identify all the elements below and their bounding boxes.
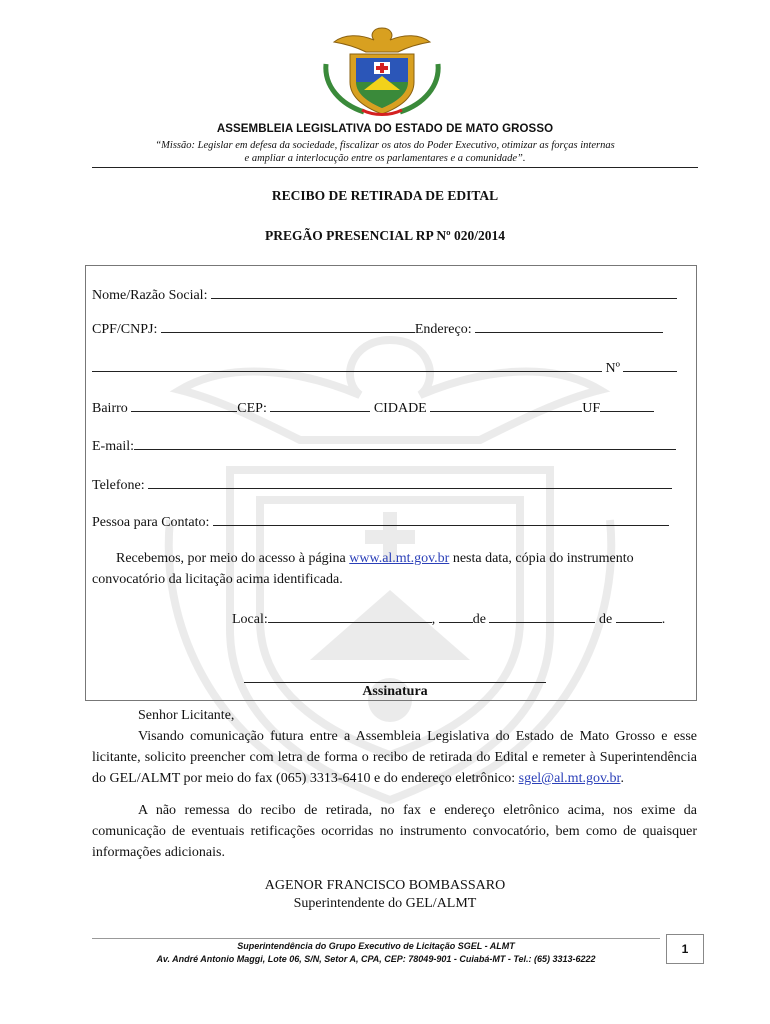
local-label: Local: <box>232 612 268 627</box>
contact-label: Pessoa para Contato: <box>92 515 210 530</box>
receipt-text-after: nesta data, cópia do instrumento <box>449 551 634 566</box>
contact-field[interactable] <box>213 511 669 526</box>
day-field[interactable] <box>439 608 473 623</box>
address-number-row <box>92 357 677 377</box>
salutation: Senhor Licitante, <box>138 708 235 723</box>
mission-statement <box>100 139 670 165</box>
receipt-statement-line-1 <box>92 548 697 569</box>
city-label: CIDADE <box>373 401 427 416</box>
email-label: E-mail: <box>92 439 134 454</box>
local-date-row <box>232 608 665 628</box>
contact-row <box>92 511 669 531</box>
footer-line-1: Superintendência do Grupo Executivo de Licitação SGEL - ALMT <box>237 941 515 951</box>
mission-line-2: e ampliar a interlocução entre os parlamentares e a comunidade”. <box>244 153 526 164</box>
bairro-label: Bairro <box>92 401 128 416</box>
address-field[interactable] <box>475 318 663 333</box>
signature-line[interactable] <box>244 682 546 683</box>
phone-field[interactable] <box>148 474 672 489</box>
website-link[interactable]: www.al.mt.gov.br <box>349 551 450 566</box>
bairro-cep-city-row <box>92 397 654 417</box>
name-row <box>92 284 677 304</box>
receipt-text-before: Recebemos, por meio do acesso à página <box>116 551 350 566</box>
receipt-statement <box>92 548 697 590</box>
de-2: de <box>598 612 613 627</box>
organization-title: ASSEMBLEIA LEGISLATIVA DO ESTADO DE MATO GROSSO <box>216 123 554 135</box>
date-period: . <box>661 612 666 627</box>
tender-title: PREGÃO PRESENCIAL RP Nº 020/2014 <box>265 228 505 243</box>
footer-divider <box>92 938 660 939</box>
number-field[interactable] <box>623 357 677 372</box>
page-number: 1 <box>666 934 704 964</box>
local-comma: , <box>431 612 436 627</box>
mission-line-1: “Missão: Legislar em defesa da sociedade, fiscalizar os atos do Poder Executivo, otimizar as forças internas <box>155 140 615 151</box>
email-field[interactable] <box>134 435 676 450</box>
uf-label: UF <box>582 401 601 416</box>
name-field[interactable] <box>211 284 677 299</box>
name-label: Nome/Razão Social: <box>92 288 208 303</box>
phone-row <box>92 474 672 494</box>
cep-label: CEP: <box>237 401 267 416</box>
address-line-field[interactable] <box>92 357 602 372</box>
local-field[interactable] <box>268 608 432 623</box>
cpf-label: CPF/CNPJ: <box>92 322 158 337</box>
footer-line-2: Av. André Antonio Maggi, Lote 06, S/N, Setor A, CPA, CEP: 78049-901 - Cuiabá-MT - Tel.: (65) 3313-6222 <box>156 954 596 964</box>
instructions-period: . <box>620 771 624 786</box>
cpf-address-row <box>92 318 663 338</box>
month-field[interactable] <box>489 608 595 623</box>
cep-field[interactable] <box>270 397 370 412</box>
header-divider <box>92 167 698 168</box>
signer-name: AGENOR FRANCISCO BOMBASSARO <box>264 878 506 893</box>
email-link[interactable]: sgel@al.mt.gov.br <box>518 771 621 786</box>
phone-label: Telefone: <box>92 478 145 493</box>
city-field[interactable] <box>430 397 582 412</box>
email-row <box>92 435 676 455</box>
instructions-paragraph <box>92 726 697 789</box>
instructions-text: Visando comunicação futura entre a Assembleia Legislativa do Estado de Mato Grosso e esse licitante, solicito preencher com letra de forma o recibo de retirada do Edital e remeter à Superintendência do GEL/ALMT por meio do fax (065) 3313-6410 e do endereço eletrônico: <box>92 729 697 786</box>
disclaimer-paragraph: A não remessa do recibo de retirada, no fax e endereço eletrônico acima, nos exime da comunicação de eventuais retificações ocorridas no instrumento convocatório, bem como de quaisquer informações adicionais. <box>92 803 697 860</box>
receipt-statement-line-2: convocatório da licitação acima identificada. <box>92 572 343 587</box>
cpf-field[interactable] <box>161 318 415 333</box>
bairro-field[interactable] <box>131 397 237 412</box>
crest-logo-icon <box>320 24 444 116</box>
number-label: Nº <box>605 361 620 376</box>
address-label: Endereço: <box>414 322 472 337</box>
year-field[interactable] <box>616 608 662 623</box>
signature-label: Assinatura <box>362 684 428 699</box>
de-1: de <box>472 612 486 627</box>
signer-role: Superintendente do GEL/ALMT <box>293 896 477 911</box>
receipt-title: RECIBO DE RETIRADA DE EDITAL <box>271 188 499 203</box>
uf-field[interactable] <box>600 397 654 412</box>
